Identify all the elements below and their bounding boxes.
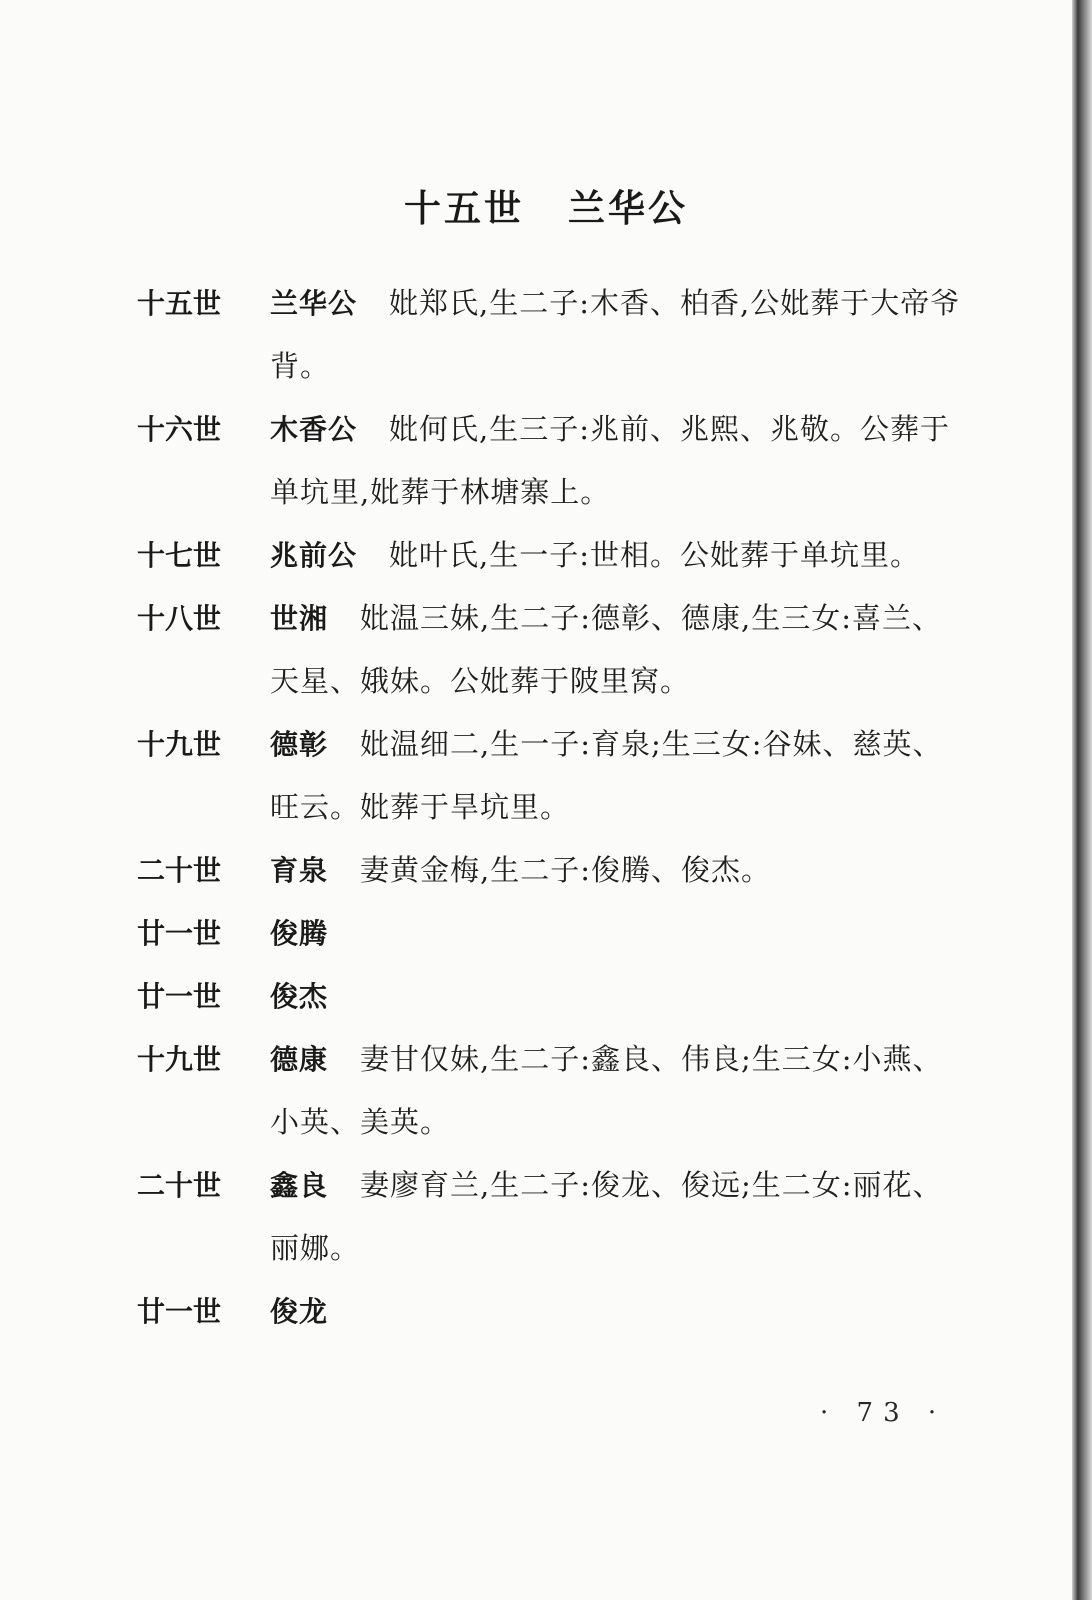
- genealogy-entry: [137, 839, 967, 902]
- entry-text: 妣何氏,生三子:兆前、兆熙、兆敬。公葬于单坑里,妣葬于林塘寨上。: [270, 412, 951, 509]
- entry-text: 妣郑氏,生二子:木香、柏香,公妣葬于大帝爷背。: [270, 286, 961, 383]
- title-generation: 十五世: [404, 187, 524, 230]
- generation-label: 廿一世: [137, 980, 222, 1013]
- genealogy-entry: [137, 272, 967, 398]
- person-name: 俊杰: [270, 980, 329, 1013]
- generation-label: 十九世: [137, 1043, 222, 1076]
- genealogy-entry: [137, 1154, 967, 1280]
- entry-text: 妻廖育兰,生二子:俊龙、俊远;生二女:丽花、丽娜。: [270, 1168, 943, 1265]
- genealogy-entry: [137, 902, 967, 965]
- generation-label: 十六世: [137, 413, 222, 446]
- page-title: [0, 178, 1092, 232]
- entry-text: 妻甘仅妹,生二子:鑫良、伟良;生三女:小燕、小英、美英。: [270, 1042, 943, 1139]
- genealogy-entry: [137, 1280, 967, 1343]
- person-name: 俊腾: [270, 917, 329, 950]
- genealogy-list: [137, 272, 967, 1343]
- generation-label: 十九世: [137, 728, 222, 761]
- generation-label: 十五世: [137, 287, 222, 320]
- person-name: 木香公: [270, 413, 358, 446]
- person-name: 兆前公: [270, 539, 358, 572]
- person-name: 育泉: [270, 854, 329, 887]
- genealogy-entry: [137, 965, 967, 1028]
- generation-label: 二十世: [137, 1169, 222, 1202]
- generation-label: 十八世: [137, 602, 222, 635]
- person-name: 世湘: [270, 602, 329, 635]
- person-name: 德康: [270, 1043, 329, 1076]
- person-name: 兰华公: [270, 287, 358, 320]
- generation-label: 廿一世: [137, 1295, 222, 1328]
- person-name: 德彰: [270, 728, 329, 761]
- page-edge: [1072, 0, 1092, 1600]
- genealogy-entry: [137, 587, 967, 713]
- entry-text: 妣温细二,生一子:育泉;生三女:谷妹、慈英、旺云。妣葬于旱坑里。: [270, 727, 943, 824]
- genealogy-entry: [137, 398, 967, 524]
- generation-label: 廿一世: [137, 917, 222, 950]
- entry-text: 妣温三妹,生二子:德彰、德康,生三女:喜兰、天星、娥妹。公妣葬于陂里窝。: [270, 601, 942, 698]
- genealogy-entry: [137, 524, 967, 587]
- generation-label: 二十世: [137, 854, 222, 887]
- person-name: 俊龙: [270, 1295, 329, 1328]
- title-name: 兰华公: [568, 187, 688, 230]
- genealogy-entry: [137, 713, 967, 839]
- entry-text: 妣叶氏,生一子:世相。公妣葬于单坑里。: [389, 538, 921, 572]
- generation-label: 十七世: [137, 539, 222, 572]
- page-number: · 73 ·: [820, 1398, 947, 1428]
- person-name: 鑫良: [270, 1169, 329, 1202]
- genealogy-entry: [137, 1028, 967, 1154]
- entry-text: 妻黄金梅,生二子:俊腾、俊杰。: [360, 853, 772, 887]
